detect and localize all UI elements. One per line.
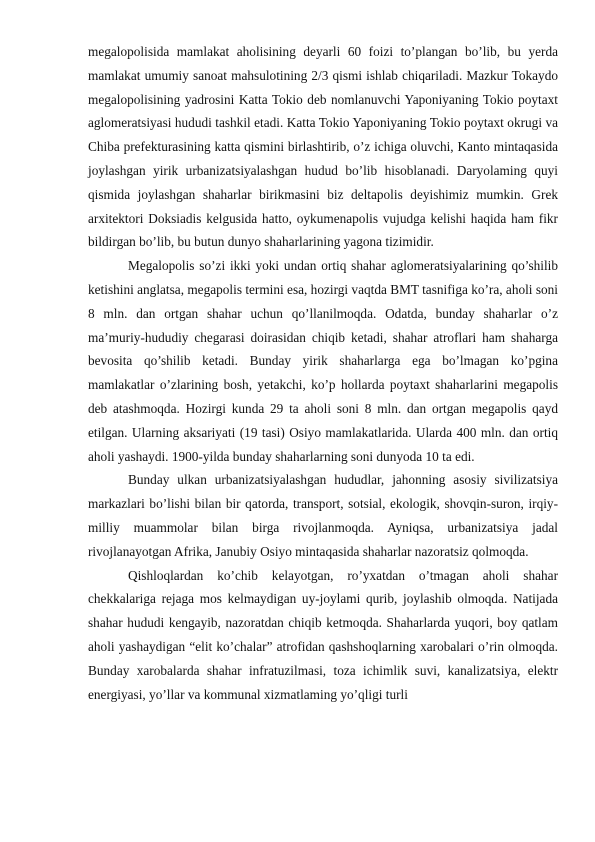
paragraph-2: Megalopolis so’zi ikki yoki undan ortiq shahar aglomeratsiyalarining qo’shilib ketishini anglatsa, megapolis termini esa, hozirgi vaqtda BMT tasnifiga ko’ra, aholi soni 8 mln. dan ortgan shahar uchun qo’llanilmoqda. Odatda, bunday shaharlar o’z ma’muriy-hududiy chegarasi doirasidan chiqib ketadi, shahar atroflari ham shaharga bevosita qo’shilib ketadi. Bunday yirik shaharlarga ega bo’lmagan ko’pgina mamlakatlar o’zlarining bosh, yetakchi, ko’p hollarda poytaxt shaharlarini megapolis deb atashmoqda. Hozirgi kunda 29 ta aholi soni 8 mln. dan ortgan megapolis qayd etilgan. Ularning aksariyati (19 tasi) Osiyo mamlakatlarida. Ularda 400 mln. dan ortiq aholi yashaydi. 1900-yilda bunday shaharlarning soni dunyoda 10 ta edi. <box>88 258 558 464</box>
paragraph-4: Qishloqlardan ko’chib kelayotgan, ro’yxatdan o’tmagan aholi shahar chekkalariga rejaga mos kelmaydigan uy-joylami qurib, joylashib olmoqda. Natijada shahar hududi kengayib, nazoratdan chiqib ketmoqda. Shaharlarda yuqori, boy qatlam aholi yashaydigan “elit ko’chalar” atrofidan qashshoqlarning xarobalari o’rin olmoqda. Bunday xarobalarda shahar infratuzilmasi, toza ichimlik suvi, kanalizatsiya, elektr energiyasi, yo’llar va kommunal xizmatlaming yo’qligi turli <box>88 567 558 702</box>
paragraph-1: megalopolisida mamlakat aholisining deyarli 60 foizi to’plangan bo’lib, bu yerda mamlakat umumiy sanoat mahsulotining 2/3 qismi ishlab chiqariladi. Mazkur Tokaydo megalopolisining yadrosini Katta Tokio deb nomlanuvchi Yaponiyaning Tokio poytaxt aglomeratsiyasi hududi tashkil etadi. Katta Tokio Yaponiyaning Tokio poytaxt okrugi va Chiba prefekturasining katta qismini birlashtirib, o’z ichiga oluvchi, Kanto mintaqasida joylashgan yirik urbanizatsiyalashgan hudud bo’lib hisoblanadi. Daryolaming quyi qismida joylashgan shaharlar birikmasini biz deltapolis deyishimiz mumkin. Grek arxitektori Doksiadis kelgusida hatto, oykumenapolis vujudga kelishi haqida ham fikr bildirgan bo’lib, bu butun dunyo shaharlarining yagona tizimidir. <box>88 44 558 250</box>
document-body <box>88 40 558 706</box>
paragraph-3: Bunday ulkan urbanizatsiyalashgan hududlar, jahonning asosiy sivilizatsiya markazlari bo’lishi bilan bir qatorda, transport, sotsial, ekologik, shovqin-suron, irqiy-milliy muammolar bilan birga rivojlanmoqda. Ayniqsa, urbanizatsiya jadal rivojlanayotgan Afrika, Janubiy Osiyo mintaqasida shaharlar nazoratsiz qolmoqda. <box>88 472 558 559</box>
